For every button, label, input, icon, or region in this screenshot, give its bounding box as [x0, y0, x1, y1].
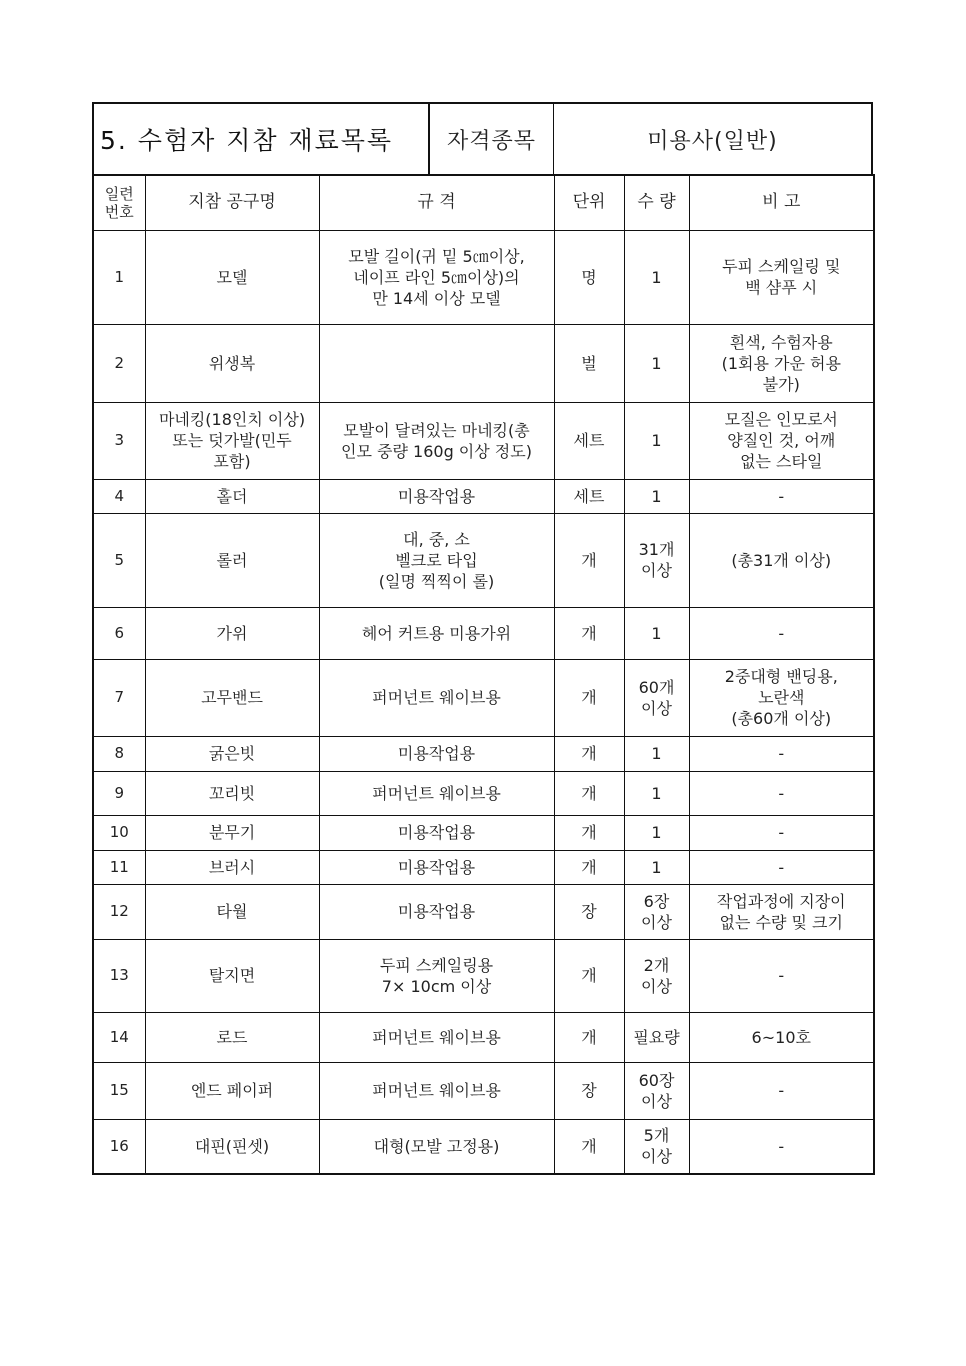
- cell-note: 모질은 인모로서 양질인 것, 어깨 없는 스타일: [689, 402, 874, 479]
- cell-no: 6: [93, 607, 145, 659]
- cell-name: 마네킹(18인치 이상) 또는 덧가발(민두 포함): [145, 402, 319, 479]
- cell-unit: 개: [554, 607, 624, 659]
- cell-no: 14: [93, 1012, 145, 1062]
- cell-unit: 개: [554, 736, 624, 771]
- cell-unit: 벌: [554, 324, 624, 402]
- header-note: 비 고: [689, 175, 874, 230]
- cell-spec: 퍼머넌트 웨이브용: [319, 1062, 554, 1119]
- cell-spec: 미용작업용: [319, 884, 554, 939]
- cell-no: 12: [93, 884, 145, 939]
- cell-spec: [319, 324, 554, 402]
- cell-no: 5: [93, 513, 145, 607]
- cell-name: 고무밴드: [145, 659, 319, 736]
- cell-qty: 1: [624, 402, 689, 479]
- cell-unit: 개: [554, 659, 624, 736]
- cell-qty: 5개 이상: [624, 1119, 689, 1174]
- table-row: [93, 1062, 874, 1119]
- cell-unit: 개: [554, 1012, 624, 1062]
- cell-qty: 1: [624, 771, 689, 815]
- cell-note: 2중대형 밴딩용, 노란색 (총60개 이상): [689, 659, 874, 736]
- materials-table: [92, 174, 875, 1175]
- cell-name: 엔드 페이퍼: [145, 1062, 319, 1119]
- cell-unit: 세트: [554, 402, 624, 479]
- table-row: [93, 479, 874, 513]
- cell-unit: 개: [554, 815, 624, 850]
- cell-qty: 60장 이상: [624, 1062, 689, 1119]
- cell-note: -: [689, 479, 874, 513]
- cell-note: (총31개 이상): [689, 513, 874, 607]
- table-row: [93, 513, 874, 607]
- cell-unit: 개: [554, 850, 624, 884]
- cell-spec: 미용작업용: [319, 850, 554, 884]
- cell-no: 13: [93, 939, 145, 1012]
- cell-note: -: [689, 1062, 874, 1119]
- cell-name: 롤러: [145, 513, 319, 607]
- cell-name: 타월: [145, 884, 319, 939]
- header-no: 일련 번호: [93, 175, 145, 230]
- cell-note: -: [689, 939, 874, 1012]
- cell-qty: 1: [624, 815, 689, 850]
- table-header-row: [93, 175, 874, 230]
- cell-qty: 1: [624, 850, 689, 884]
- qualification-value: 미용사(일반): [647, 128, 778, 154]
- cell-unit: 개: [554, 513, 624, 607]
- cell-note: 6~10호: [689, 1012, 874, 1062]
- cell-note: -: [689, 1119, 874, 1174]
- cell-note: -: [689, 736, 874, 771]
- table-row: [93, 324, 874, 402]
- table-row: [93, 1012, 874, 1062]
- cell-note: 작업과정에 지장이 없는 수량 및 크기: [689, 884, 874, 939]
- cell-note: -: [689, 815, 874, 850]
- cell-qty: 6장 이상: [624, 884, 689, 939]
- cell-spec: 두피 스케일링용 7× 10cm 이상: [319, 939, 554, 1012]
- cell-spec: 모발 길이(귀 밑 5㎝이상, 네이프 라인 5㎝이상)의 만 14세 이상 모델: [319, 230, 554, 324]
- table-row: [93, 939, 874, 1012]
- table-row: [93, 402, 874, 479]
- cell-no: 4: [93, 479, 145, 513]
- cell-qty: 1: [624, 230, 689, 324]
- cell-qty: 1: [624, 324, 689, 402]
- cell-name: 탈지면: [145, 939, 319, 1012]
- header-name: 지참 공구명: [145, 175, 319, 230]
- table-row: [93, 884, 874, 939]
- cell-unit: 명: [554, 230, 624, 324]
- table-row: [93, 771, 874, 815]
- cell-name: 모델: [145, 230, 319, 324]
- cell-no: 2: [93, 324, 145, 402]
- cell-name: 굵은빗: [145, 736, 319, 771]
- cell-qty: 1: [624, 479, 689, 513]
- cell-unit: 장: [554, 1062, 624, 1119]
- cell-name: 위생복: [145, 324, 319, 402]
- cell-unit: 장: [554, 884, 624, 939]
- cell-name: 가위: [145, 607, 319, 659]
- cell-name: 홀더: [145, 479, 319, 513]
- cell-no: 8: [93, 736, 145, 771]
- cell-spec: 헤어 커트용 미용가위: [319, 607, 554, 659]
- table-row: [93, 607, 874, 659]
- cell-qty: 2개 이상: [624, 939, 689, 1012]
- cell-spec: 미용작업용: [319, 736, 554, 771]
- cell-unit: 개: [554, 939, 624, 1012]
- cell-unit: 개: [554, 1119, 624, 1174]
- cell-qty: 31개 이상: [624, 513, 689, 607]
- cell-spec: 퍼머넌트 웨이브용: [319, 659, 554, 736]
- header-unit: 단위: [554, 175, 624, 230]
- cell-no: 16: [93, 1119, 145, 1174]
- document-title: 5. 수험자 지참 재료목록: [94, 104, 430, 174]
- cell-note: 흰색, 수험자용 (1회용 가운 허용 불가): [689, 324, 874, 402]
- document-header: [92, 102, 873, 174]
- cell-no: 11: [93, 850, 145, 884]
- table-row: [93, 736, 874, 771]
- header-spec: 규 격: [319, 175, 554, 230]
- header-qty: 수 량: [624, 175, 689, 230]
- cell-unit: 개: [554, 771, 624, 815]
- table-row: [93, 1119, 874, 1174]
- cell-no: 9: [93, 771, 145, 815]
- cell-spec: 대, 중, 소 벨크로 타입 (일명 찍찍이 롤): [319, 513, 554, 607]
- cell-name: 브러시: [145, 850, 319, 884]
- cell-no: 7: [93, 659, 145, 736]
- table-row: [93, 659, 874, 736]
- cell-spec: 대형(모발 고정용): [319, 1119, 554, 1174]
- cell-unit: 세트: [554, 479, 624, 513]
- cell-note: -: [689, 607, 874, 659]
- cell-note: -: [689, 850, 874, 884]
- cell-note: -: [689, 771, 874, 815]
- cell-spec: 모발이 달려있는 마네킹(총 인모 중량 160g 이상 정도): [319, 402, 554, 479]
- cell-qty: 60개 이상: [624, 659, 689, 736]
- cell-spec: 미용작업용: [319, 479, 554, 513]
- cell-name: 분무기: [145, 815, 319, 850]
- cell-qty: 1: [624, 607, 689, 659]
- cell-spec: 미용작업용: [319, 815, 554, 850]
- cell-no: 15: [93, 1062, 145, 1119]
- cell-name: 로드: [145, 1012, 319, 1062]
- cell-qty: 1: [624, 736, 689, 771]
- cell-note: 두피 스케일링 및 백 샴푸 시: [689, 230, 874, 324]
- qualification-label: 자격종목: [430, 104, 554, 174]
- table-row: [93, 850, 874, 884]
- cell-spec: 퍼머넌트 웨이브용: [319, 771, 554, 815]
- table-row: [93, 230, 874, 324]
- cell-no: 1: [93, 230, 145, 324]
- cell-qty: 필요량: [624, 1012, 689, 1062]
- cell-no: 10: [93, 815, 145, 850]
- cell-spec: 퍼머넌트 웨이브용: [319, 1012, 554, 1062]
- table-row: [93, 815, 874, 850]
- cell-no: 3: [93, 402, 145, 479]
- cell-name: 꼬리빗: [145, 771, 319, 815]
- cell-name: 대핀(핀셋): [145, 1119, 319, 1174]
